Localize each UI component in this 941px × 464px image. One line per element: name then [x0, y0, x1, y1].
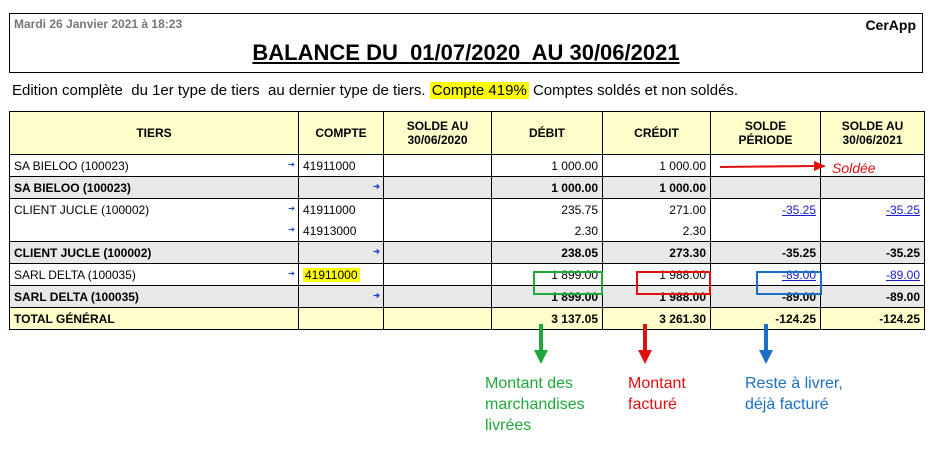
col-solde-periode[interactable]: SOLDE PÉRIODE	[711, 112, 821, 155]
tiers-cell: SA BIELOO (100023)	[10, 177, 299, 199]
col-tiers[interactable]: TIERS	[10, 112, 299, 155]
report-title: BALANCE DU 01/07/2020 AU 30/06/2021	[252, 40, 680, 65]
link-arrow-icon[interactable]: ➔	[288, 160, 295, 169]
blue-annotation-line: Reste à livrer,	[745, 375, 843, 392]
compte-cell: 41913000	[299, 220, 384, 242]
credit-cell: 273.30	[603, 242, 711, 264]
soldee-arrow-head	[814, 161, 826, 171]
app-name: CerApp	[865, 17, 916, 33]
tiers-name: SA BIELOO (100023)	[14, 158, 129, 173]
blue-arrow-head	[759, 350, 773, 364]
solde-end-link[interactable]: -35.25	[885, 202, 920, 217]
credit-cell: 1 988.00	[603, 264, 711, 286]
debit-cell: 238.05	[492, 242, 603, 264]
col-solde-start[interactable]: SOLDE AU 30/06/2020	[384, 112, 492, 155]
solde-end-cell: -89.00	[821, 286, 925, 308]
tiers-cell: TOTAL GÉNÉRAL	[10, 308, 299, 330]
tiers-cell: SARL DELTA (100035)	[10, 286, 299, 308]
highlighted-account: 41911000	[305, 267, 358, 282]
blue-annotation-line: déjà facturé	[745, 396, 829, 413]
col-solde-end[interactable]: SOLDE AU 30/06/2021	[821, 112, 925, 155]
solde-end-link[interactable]: -89.00	[885, 267, 920, 282]
link-arrow-icon[interactable]: ➔	[288, 225, 295, 234]
tiers-name: CLIENT JUCLE (100002)	[14, 202, 150, 217]
green-annotation	[485, 373, 585, 436]
tiers-name: SARL DELTA (100035)	[14, 267, 136, 282]
col-debit[interactable]: DÉBIT	[492, 112, 603, 155]
green-annotation-line: livrées	[485, 417, 532, 434]
tiers-cell: CLIENT JUCLE (100002)	[10, 242, 299, 264]
solde-periode-cell: -124.25	[711, 308, 821, 330]
solde-periode-link[interactable]: -89.00	[781, 267, 816, 282]
link-arrow-icon[interactable]: ➔	[288, 204, 295, 213]
col-compte[interactable]: COMPTE	[299, 112, 384, 155]
credit-cell: 2.30	[603, 220, 711, 242]
link-arrow-icon[interactable]: ➔	[373, 247, 380, 256]
green-annotation-line: marchandises	[485, 396, 585, 413]
soldee-arrow	[720, 166, 816, 167]
green-annotation-line: Montant des	[485, 375, 574, 392]
subtitle-text-end: Comptes soldés et non soldés.	[528, 82, 739, 99]
debit-cell: 1 000.00	[492, 155, 603, 177]
blue-annotation	[745, 373, 843, 415]
credit-cell: 1 000.00	[603, 155, 711, 177]
subtitle-text: Edition complète du 1er type de tiers au dernier type de tiers.	[12, 82, 430, 99]
debit-cell: 1 899.00	[492, 286, 603, 308]
solde-periode-cell: -35.25	[711, 242, 821, 264]
red-arrow-head	[638, 350, 652, 364]
soldee-annotation: Soldée	[832, 160, 876, 176]
red-annotation	[628, 373, 686, 415]
solde-periode-cell: -89.00	[711, 286, 821, 308]
debit-cell: 235.75	[492, 199, 603, 221]
credit-cell: 271.00	[603, 199, 711, 221]
link-arrow-icon[interactable]: ➔	[373, 182, 380, 191]
solde-periode-link[interactable]: -35.25	[781, 202, 816, 217]
col-credit[interactable]: CRÉDIT	[603, 112, 711, 155]
debit-cell: 2.30	[492, 220, 603, 242]
green-arrow-head	[534, 350, 548, 364]
compte-cell: 41911000	[299, 199, 384, 221]
solde-end-cell: -35.25	[821, 242, 925, 264]
red-annotation-line: Montant	[628, 375, 686, 392]
credit-cell: 1 988.00	[603, 286, 711, 308]
link-arrow-icon[interactable]: ➔	[373, 291, 380, 300]
red-annotation-line: facturé	[628, 396, 677, 413]
credit-cell: 1 000.00	[603, 177, 711, 199]
debit-cell: 1 000.00	[492, 177, 603, 199]
compte-cell: 41911000	[299, 155, 384, 177]
link-arrow-icon[interactable]: ➔	[288, 269, 295, 278]
account-filter-highlight: Compte 419%	[431, 82, 527, 99]
debit-cell: 1 899.00	[492, 264, 603, 286]
debit-cell: 3 137.05	[492, 308, 603, 330]
solde-end-cell: -124.25	[821, 308, 925, 330]
report-date: Mardi 26 Janvier 2021 à 18:23	[14, 17, 183, 31]
credit-cell: 3 261.30	[603, 308, 711, 330]
